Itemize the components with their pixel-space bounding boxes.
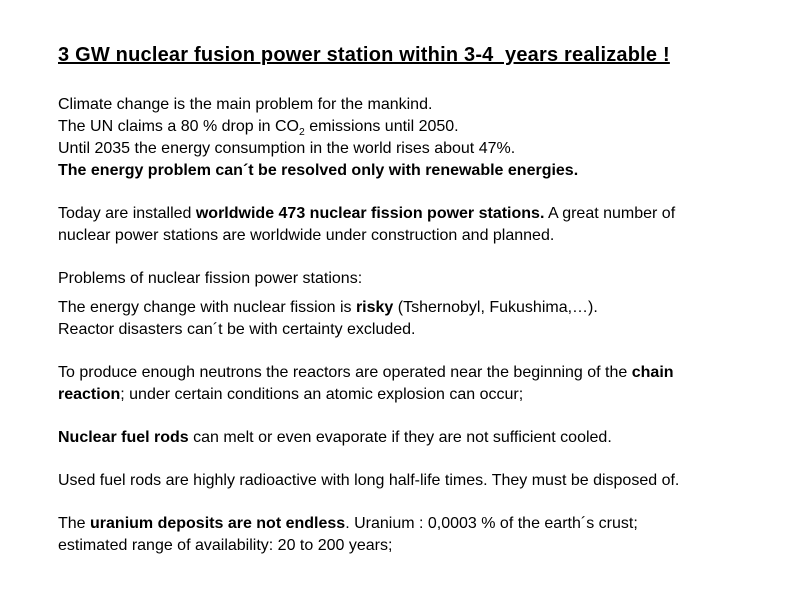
text-segment: The UN claims a 80 % drop in CO: [58, 118, 299, 135]
risk-paragraph: [58, 297, 760, 341]
text-segment: Problems of nuclear fission power stations:: [58, 270, 363, 287]
text-segment: . Uranium : 0,0003 % of the earth´s crust;: [345, 515, 638, 532]
text-line: [58, 513, 760, 535]
text-line: [58, 297, 760, 319]
uranium-deposits-paragraph: [58, 513, 760, 557]
text-segment: A great number of: [544, 205, 676, 222]
text-segment: 2: [298, 127, 305, 139]
slide-title: 3 GW nuclear fusion power station within 3-4 years realizable !: [58, 44, 670, 66]
problems-heading: [58, 268, 760, 290]
text-segment: risky: [355, 299, 394, 316]
text-segment: Until 2035 the energy consumption in the world rises about 47%.: [58, 140, 516, 157]
text-line: [58, 319, 760, 341]
text-segment: The: [58, 515, 91, 532]
text-segment: The energy problem can´t be resolved only with renewable energies.: [58, 162, 579, 179]
text-line: [58, 470, 760, 492]
text-segment: (Tshernobyl, Fukushima,…).: [393, 299, 598, 316]
text-segment: Used fuel rods are highly radioactive with long half-life times. They must be disposed of.: [58, 472, 680, 489]
text-segment: emissions until 2050.: [304, 118, 459, 135]
text-segment: ; under certain conditions an atomic explosion can occur;: [120, 386, 524, 403]
text-line: [58, 203, 760, 225]
text-line: [58, 160, 760, 182]
text-line: [58, 362, 760, 384]
text-segment: Today are installed: [58, 205, 196, 222]
text-line: [58, 94, 760, 116]
text-segment: worldwide 473 nuclear fission power stations.: [195, 205, 545, 222]
text-segment: Reactor disasters can´t be with certainty excluded.: [58, 321, 416, 338]
text-segment: chain: [631, 364, 674, 381]
fission-stations-paragraph: [58, 203, 760, 247]
text-segment: Nuclear fuel rods: [58, 429, 189, 446]
text-line: [58, 138, 760, 160]
text-segment: reaction: [58, 386, 121, 403]
text-line: [58, 384, 760, 406]
text-line: [58, 116, 760, 138]
text-segment: can melt or even evaporate if they are not sufficient cooled.: [188, 429, 612, 446]
used-fuel-rods-paragraph: [58, 470, 760, 492]
text-line: [58, 427, 760, 449]
text-line: [58, 225, 760, 247]
intro-paragraph: [58, 94, 760, 182]
slide-body: [58, 94, 760, 557]
text-line: [58, 268, 760, 290]
chain-reaction-paragraph: [58, 362, 760, 406]
text-segment: To produce enough neutrons the reactors are operated near the beginning of the: [58, 364, 632, 381]
text-segment: estimated range of availability: 20 to 200 years;: [58, 537, 393, 554]
fuel-rods-melt-paragraph: [58, 427, 760, 449]
text-segment: Climate change is the main problem for the mankind.: [58, 96, 433, 113]
text-segment: uranium deposits are not endless: [90, 515, 346, 532]
text-line: [58, 535, 760, 557]
text-segment: nuclear power stations are worldwide under construction and planned.: [58, 227, 555, 244]
text-segment: The energy change with nuclear fission is: [58, 299, 356, 316]
